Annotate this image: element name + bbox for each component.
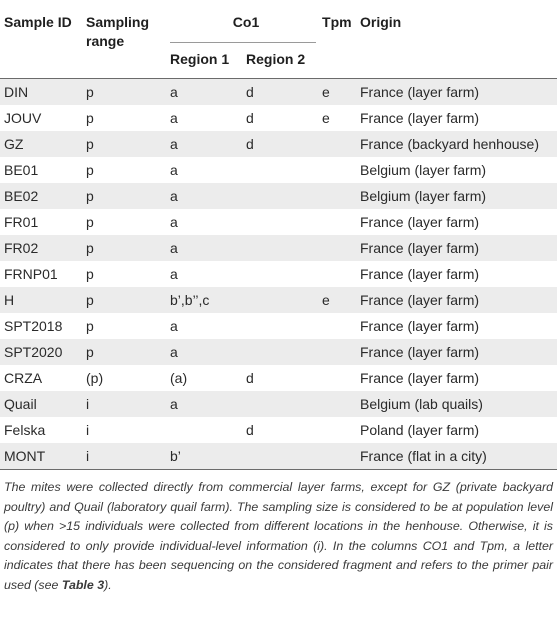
header-region-1: Region 1 [170,42,246,78]
cell-origin: Belgium (lab quails) [360,391,557,417]
cell-sample-id: FRNP01 [0,261,86,287]
table-header [0,0,557,78]
cell-region-1: a [170,79,246,105]
header-row-1 [0,0,557,42]
cell-sampling-range: i [86,417,170,443]
cell-sampling-range: i [86,443,170,469]
table-bottom-rule [0,469,557,470]
sample-table [0,0,557,78]
cell-origin: Belgium (layer farm) [360,183,557,209]
cell-region-2: d [246,417,322,443]
header-sampling-range: Sampling range [86,0,170,78]
table-row [0,391,557,417]
cell-region-1: a [170,105,246,131]
cell-tpm [322,183,360,209]
footnote-table-reference[interactable]: Table 3 [61,577,105,592]
cell-origin: France (layer farm) [360,287,557,313]
table-row [0,183,557,209]
table-row [0,105,557,131]
cell-sample-id: MONT [0,443,86,469]
header-origin: Origin [360,0,557,78]
header-tpm: Tpm [322,0,360,78]
cell-sample-id: BE01 [0,157,86,183]
cell-sample-id: JOUV [0,105,86,131]
table-row [0,443,557,469]
cell-region-1: b’ [170,443,246,469]
cell-tpm [322,131,360,157]
cell-sample-id: H [0,287,86,313]
cell-region-1: (a) [170,365,246,391]
cell-sample-id: CRZA [0,365,86,391]
table-body [0,79,557,469]
cell-region-2 [246,313,322,339]
cell-sampling-range: p [86,183,170,209]
cell-sampling-range: p [86,313,170,339]
cell-sampling-range: p [86,287,170,313]
cell-origin: France (backyard henhouse) [360,131,557,157]
cell-sample-id: GZ [0,131,86,157]
cell-tpm [322,391,360,417]
cell-region-1: a [170,209,246,235]
cell-region-2 [246,235,322,261]
cell-region-1: a [170,183,246,209]
cell-sample-id: Felska [0,417,86,443]
cell-sampling-range: (p) [86,365,170,391]
table-row [0,287,557,313]
cell-origin: France (layer farm) [360,105,557,131]
cell-region-2 [246,183,322,209]
cell-tpm [322,235,360,261]
cell-region-1: a [170,157,246,183]
cell-origin: France (layer farm) [360,79,557,105]
table-row [0,79,557,105]
cell-region-2 [246,157,322,183]
cell-region-1: a [170,391,246,417]
cell-tpm [322,339,360,365]
footnote-text-end: ). [104,577,112,592]
cell-tpm [322,443,360,469]
cell-origin: Belgium (layer farm) [360,157,557,183]
cell-region-1: a [170,235,246,261]
cell-region-2 [246,339,322,365]
cell-region-2 [246,209,322,235]
cell-sampling-range: p [86,105,170,131]
table-row [0,157,557,183]
cell-region-1: a [170,313,246,339]
cell-origin: France (layer farm) [360,261,557,287]
cell-region-2: d [246,105,322,131]
sample-table-body [0,79,557,469]
footnote-text: The mites were collected directly from commercial layer farms, except for GZ (private backyard poultry) and Quail (laboratory quail farm). The sampling size is considered to be at population level (p) when >15 individuals were collected from different locations in the henhouse. Otherwise, it is considered to only provide individual-level information (i). In the columns CO1 and Tpm, a letter indicates that there has been sequencing on the considered fragment and refers to the primer pair used (see [4,480,553,592]
cell-region-2 [246,261,322,287]
cell-tpm: e [322,105,360,131]
cell-origin: France (layer farm) [360,235,557,261]
cell-sampling-range: p [86,209,170,235]
cell-region-1: b’,b’’,c [170,287,246,313]
cell-tpm [322,209,360,235]
cell-sample-id: BE02 [0,183,86,209]
cell-region-1: a [170,339,246,365]
table-row [0,209,557,235]
cell-tpm [322,261,360,287]
cell-sample-id: SPT2020 [0,339,86,365]
cell-sample-id: FR02 [0,235,86,261]
cell-sampling-range: p [86,79,170,105]
cell-region-2 [246,391,322,417]
cell-sample-id: FR01 [0,209,86,235]
cell-region-2 [246,287,322,313]
table-row [0,313,557,339]
cell-sampling-range: i [86,391,170,417]
cell-origin: France (layer farm) [360,209,557,235]
cell-sampling-range: p [86,235,170,261]
cell-region-2 [246,443,322,469]
table-row [0,261,557,287]
cell-tpm: e [322,287,360,313]
cell-region-1: a [170,261,246,287]
table-row [0,365,557,391]
table-row [0,131,557,157]
cell-tpm [322,417,360,443]
cell-origin: France (flat in a city) [360,443,557,469]
cell-sample-id: Quail [0,391,86,417]
header-co1: Co1 [170,0,322,42]
cell-region-2: d [246,365,322,391]
cell-sampling-range: p [86,339,170,365]
cell-region-1 [170,417,246,443]
cell-sampling-range: p [86,261,170,287]
cell-origin: France (layer farm) [360,339,557,365]
cell-sampling-range: p [86,131,170,157]
table-row [0,417,557,443]
cell-sample-id: DIN [0,79,86,105]
cell-region-2: d [246,131,322,157]
table-row [0,235,557,261]
cell-sampling-range: p [86,157,170,183]
table-row [0,339,557,365]
cell-tpm [322,157,360,183]
cell-origin: France (layer farm) [360,365,557,391]
cell-tpm [322,365,360,391]
header-region-2: Region 2 [246,42,322,78]
header-sample-id: Sample ID [0,0,86,78]
cell-region-2: d [246,79,322,105]
cell-origin: Poland (layer farm) [360,417,557,443]
table-footnote [0,470,557,596]
cell-origin: France (layer farm) [360,313,557,339]
cell-tpm: e [322,79,360,105]
cell-region-1: a [170,131,246,157]
cell-sample-id: SPT2018 [0,313,86,339]
co1-header-divider [170,42,316,43]
cell-tpm [322,313,360,339]
